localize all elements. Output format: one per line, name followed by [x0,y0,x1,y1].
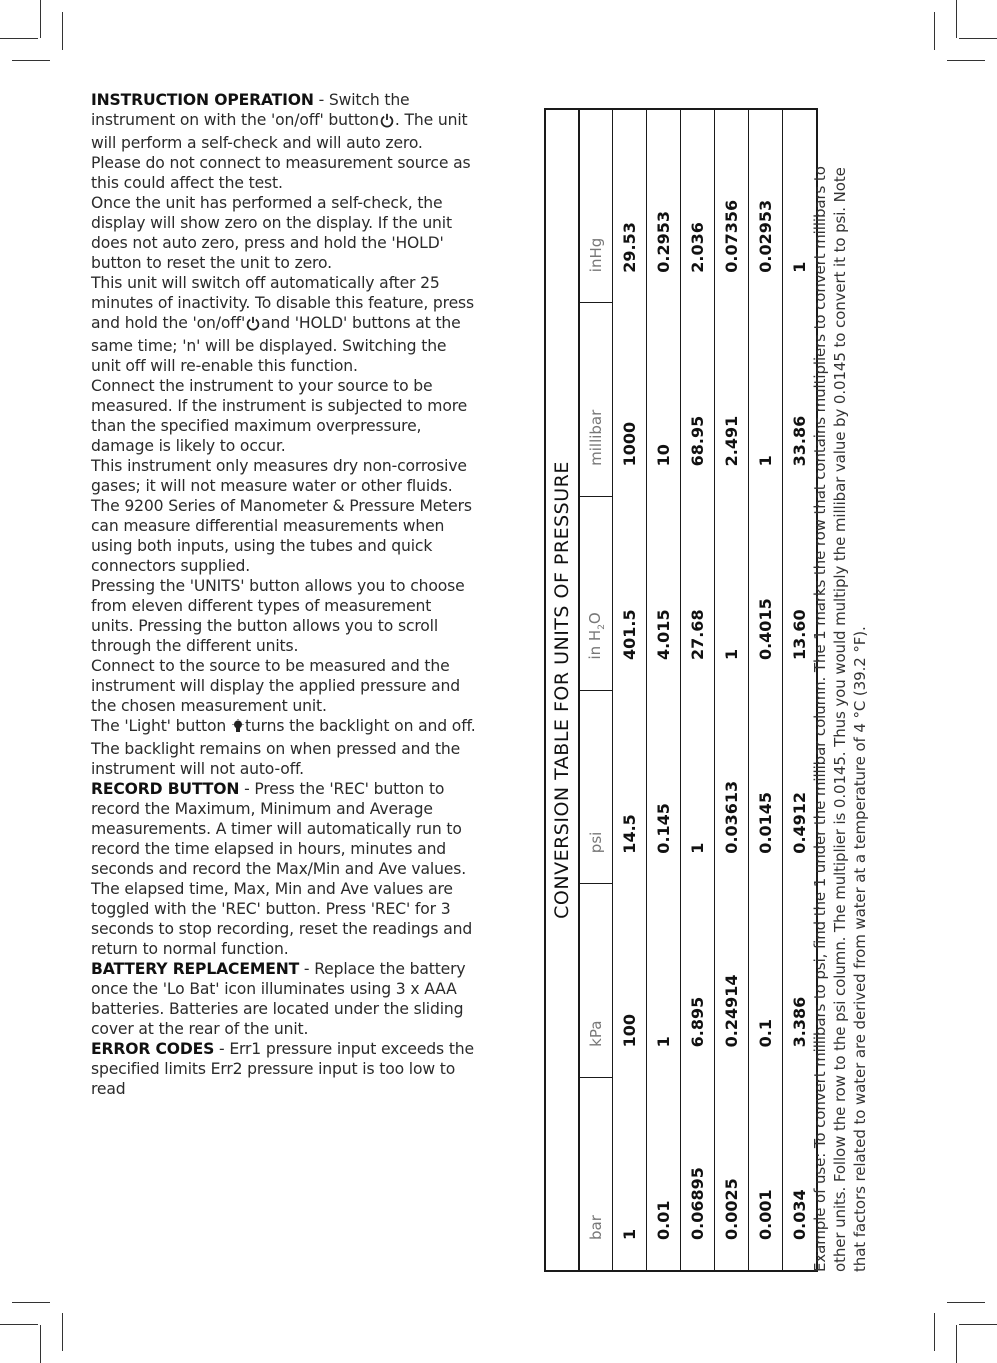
table-cell: 1 [749,303,783,497]
table-cell: 1 [647,884,681,1078]
column-header-text: in H [585,629,604,660]
conversion-table-container [544,108,809,1272]
source-paragraph: Connect to the source to be measured and the instrument will display the applied pressure and the chosen measurement unit. [91,657,460,715]
crop-mark [62,1313,63,1351]
table-header-row [579,109,613,1271]
table-cell: 0.07356 [715,109,749,303]
table-cell: 29.53 [613,109,647,303]
column-header: inHg [579,109,613,303]
column-header [579,496,613,690]
table-cell: 3.386 [790,996,809,1048]
crop-mark [947,1302,985,1303]
table-cell: 1 [715,496,749,690]
table-cell: 0.4912 [790,791,809,854]
crop-mark [959,1324,997,1325]
table-cell: 0.01 [647,1077,681,1271]
crop-mark [956,1325,957,1363]
table-cell: 2.491 [715,303,749,497]
crop-mark [934,12,935,50]
table-cell: 14.5 [613,690,647,884]
instructions-column [91,90,476,1099]
table-row [749,109,783,1271]
crop-mark [40,0,41,38]
table-cell: 1 [790,261,809,273]
auto-off-text: This unit will switch off automatically after 25 minutes of inactivity. To disable this feature, press and hold the 'on/off' [91,274,474,332]
table-cell: 10 [647,303,681,497]
column-header: bar [579,1077,613,1271]
crop-mark [0,1324,38,1325]
crop-mark [934,1313,935,1351]
operation-paragraph [91,90,476,193]
column-header: millibar [579,303,613,497]
light-bulb-icon [232,719,244,739]
table-row [715,109,749,1271]
table-cell: 0.0025 [715,1077,749,1271]
table-cell: 0.034 [790,1189,809,1240]
crop-mark [947,60,985,61]
table-cell: 100 [613,884,647,1078]
subscript: 2 [596,624,607,630]
record-text: - Press the 'REC' button to record the Maximum, Minimum and Average measurements. A timer will automatically run to record the time elapsed in hours, minutes and seconds and record the Max/Min and Ave values. The elapsed time, Max, Min and Ave values are toggled with the 'REC' button. Press 'REC' for 3 seconds to stop recording, reset the readings and return to normal function. [91,780,473,958]
column-header: psi [579,690,613,884]
crop-mark [40,1325,41,1363]
battery-text: - Replace the battery once the 'Lo Bat' icon illuminates using 3 x AAA batteries. Batteries are located under the sliding cover at the rear of the unit. [91,960,466,1038]
table-cell: 0.03613 [715,690,749,884]
error-text: - Err1 pressure input exceeds the specified limits Err2 pressure input is too low to read [91,1040,474,1098]
column-header: kPa [579,884,613,1078]
table-body [613,109,818,1271]
battery-heading: BATTERY REPLACEMENT [91,960,300,978]
table-row [681,109,715,1271]
table-cell: 0.02953 [749,109,783,303]
units-paragraph: Pressing the 'UNITS' button allows you to choose from eleven different types of measurement units. Pressing the button allows you to scroll through the different units. [91,577,465,655]
column-header-text: O [585,612,604,625]
battery-paragraph [91,959,476,1039]
connect-paragraph: Connect the instrument to your source to be measured. If the instrument is subjected to more than the specified maximum overpressure, damage is likely to occur. [91,377,468,455]
table-cell: 0.4015 [749,496,783,690]
crop-mark [62,12,63,50]
differential-paragraph: The 9200 Series of Manometer & Pressure Meters can measure differential measurements when using both inputs, using the tubes and quick connectors supplied. [91,497,472,575]
table-cell: 0.001 [749,1077,783,1271]
table-cell: 2.036 [681,109,715,303]
error-heading: ERROR CODES [91,1040,215,1058]
table-cell: 0.0145 [749,690,783,884]
dry-gases-paragraph: This instrument only measures dry non-corrosive gases; it will not measure water or other fluids. [91,457,467,495]
table-cell: 0.2953 [647,109,681,303]
auto-off-paragraph [91,273,476,376]
crop-mark [959,38,997,39]
light-text: The 'Light' button [91,717,227,735]
table-cell: 0.145 [647,690,681,884]
error-paragraph [91,1039,476,1099]
crop-mark [12,1302,50,1303]
conversion-table [544,108,818,1272]
table-cell: 68.95 [681,303,715,497]
table-cell: 1 [681,690,715,884]
light-text-2: turns the backlight on and off. The backlight remains on when pressed and the instrument will not auto-off. [91,717,476,778]
operation-text: - Switch the instrument on with the 'on/off' button [91,91,410,129]
self-check-paragraph: Once the unit has performed a self-check, the display will show zero on the display. If the unit does not auto zero, press and hold the 'HOLD' button to reset the unit to zero. [91,194,452,272]
table-cell: 27.68 [681,496,715,690]
crop-mark [0,38,38,39]
table-cell: 1000 [613,303,647,497]
power-icon [246,316,260,336]
table-cell: 33.86 [790,415,809,467]
crop-mark [12,60,50,61]
operation-text-2: . The unit will perform a self-check and will auto zero. Please do not connect to measurement source as this could affect the test. [91,111,471,192]
example-note: Example of use: To convert millibars to psi, find the 1 under the millibar column. The 1 marks the row that contains multipliers to convert millibars to other units. Follow the row to the psi column. The multiplier is 0.0145. Thus you would multiply the millibar value by 0.0145 to convert it to psi. Note that factors related to water are derived from water at a temperature of 4 °C (39.2 °F). [811,166,869,1272]
table-cell: 6.895 [681,884,715,1078]
table-cell: 0.24914 [715,884,749,1078]
table-cell: 0.1 [749,884,783,1078]
light-paragraph [91,716,476,779]
table-cell: 0.06895 [681,1077,715,1271]
table-row [647,109,681,1271]
crop-mark [956,0,957,38]
table-row [613,109,647,1271]
table-cell: 401.5 [613,496,647,690]
auto-off-text-2: and 'HOLD' buttons at the same time; 'n' will be displayed. Switching the unit off will re-enable this function. [91,314,461,375]
record-heading: RECORD BUTTON [91,780,240,798]
table-title: CONVERSION TABLE FOR UNITS OF PRESSURE [545,109,579,1271]
table-cell: 1 [613,1077,647,1271]
record-paragraph [91,779,476,959]
table-cell: 13.60 [790,609,809,661]
operation-heading: INSTRUCTION OPERATION [91,91,314,109]
power-icon [380,113,394,133]
table-cell: 4.015 [647,496,681,690]
